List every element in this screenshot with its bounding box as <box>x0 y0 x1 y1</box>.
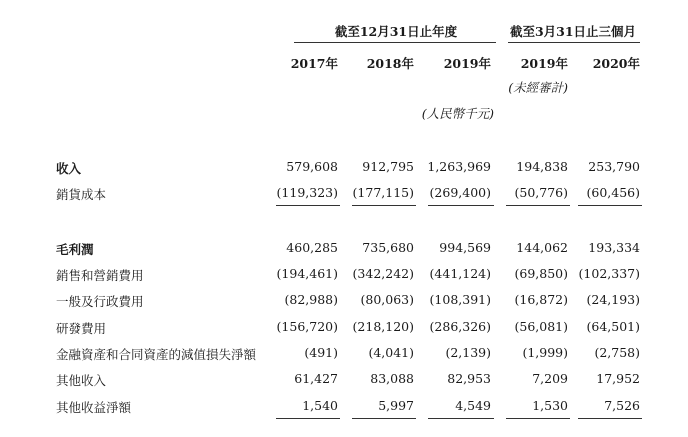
cell-value: (2,758) <box>594 345 640 360</box>
row-label-admin-expenses: 一般及行政費用 <box>56 294 144 309</box>
cell-value: 194,838 <box>516 159 568 174</box>
cell-value: 144,062 <box>516 240 568 255</box>
cell-value: 735,680 <box>362 240 414 255</box>
cell-value: (491) <box>304 345 338 360</box>
cell-value: 7,526 <box>604 398 640 413</box>
cell-value: (286,326) <box>429 319 491 334</box>
subtotal-rule <box>276 418 340 419</box>
cell-value: 193,334 <box>588 240 640 255</box>
unaudited-note: (未經審計) <box>508 80 568 95</box>
cell-value: (82,988) <box>284 292 338 307</box>
cell-value: (24,193) <box>586 292 640 307</box>
header-group-annual-rule <box>294 42 496 43</box>
subtotal-rule <box>578 418 642 419</box>
cell-value: (80,063) <box>360 292 414 307</box>
subtotal-rule <box>506 205 570 206</box>
cell-value: 4,549 <box>455 398 491 413</box>
cell-value: (16,872) <box>514 292 568 307</box>
subtotal-rule <box>578 205 642 206</box>
cell-value: 1,530 <box>532 398 568 413</box>
cell-value: (218,120) <box>352 319 414 334</box>
row-label-other-income: 其他收入 <box>56 373 107 388</box>
cell-value: (194,461) <box>276 266 338 281</box>
cell-value: (60,456) <box>586 185 640 200</box>
row-label-impairment-losses: 金融資產和合同資產的減值損失淨額 <box>56 347 257 362</box>
subtotal-rule <box>506 418 570 419</box>
row-label-gross-profit: 毛利潤 <box>56 242 94 257</box>
row-label-selling-expenses: 銷售和營銷費用 <box>56 268 144 283</box>
currency-note: (人民幣千元) <box>421 106 494 121</box>
cell-value: (119,323) <box>276 185 338 200</box>
cell-value: (2,139) <box>445 345 491 360</box>
row-label-revenue: 收入 <box>56 161 82 176</box>
cell-value: 82,953 <box>447 371 491 386</box>
cell-value: (342,242) <box>352 266 414 281</box>
subtotal-rule <box>352 418 416 419</box>
cell-value: 994,569 <box>439 240 491 255</box>
subtotal-rule <box>428 205 494 206</box>
subtotal-rule <box>276 205 340 206</box>
subtotal-rule <box>352 205 416 206</box>
cell-value: 579,608 <box>286 159 338 174</box>
cell-value: 1,263,969 <box>427 159 491 174</box>
cell-value: (69,850) <box>514 266 568 281</box>
subtotal-rule <box>428 418 494 419</box>
cell-value: (269,400) <box>429 185 491 200</box>
cell-value: 1,540 <box>302 398 338 413</box>
cell-value: 83,088 <box>370 371 414 386</box>
cell-value: (108,391) <box>429 292 491 307</box>
cell-value: 17,952 <box>596 371 640 386</box>
header-group-quarter: 截至3月31日止三個月 <box>509 24 637 39</box>
cell-value: 5,997 <box>378 398 414 413</box>
cell-value: (4,041) <box>368 345 414 360</box>
year-header-2019: 2019年 <box>443 56 491 71</box>
header-group-quarter-rule <box>508 42 640 43</box>
cell-value: (56,081) <box>514 319 568 334</box>
cell-value: (1,999) <box>522 345 568 360</box>
row-label-other-gains-net: 其他收益淨額 <box>56 400 132 415</box>
year-header-2017: 2017年 <box>290 56 338 71</box>
cell-value: (156,720) <box>276 319 338 334</box>
cell-value: (64,501) <box>586 319 640 334</box>
header-group-annual: 截至12月31日止年度 <box>334 24 458 39</box>
cell-value: 7,209 <box>532 371 568 386</box>
cell-value: 912,795 <box>362 159 414 174</box>
cell-value: 61,427 <box>294 371 338 386</box>
row-label-rd-expenses: 研發費用 <box>56 321 107 336</box>
cell-value: (50,776) <box>514 185 568 200</box>
cell-value: (102,337) <box>578 266 640 281</box>
year-header-2019-q1: 2019年 <box>520 56 568 71</box>
year-header-2018: 2018年 <box>366 56 414 71</box>
cell-value: 460,285 <box>286 240 338 255</box>
cell-value: 253,790 <box>588 159 640 174</box>
year-header-2020-q1: 2020年 <box>592 56 640 71</box>
cell-value: (441,124) <box>429 266 491 281</box>
row-label-cost-of-sales: 銷貨成本 <box>56 187 107 202</box>
cell-value: (177,115) <box>352 185 414 200</box>
